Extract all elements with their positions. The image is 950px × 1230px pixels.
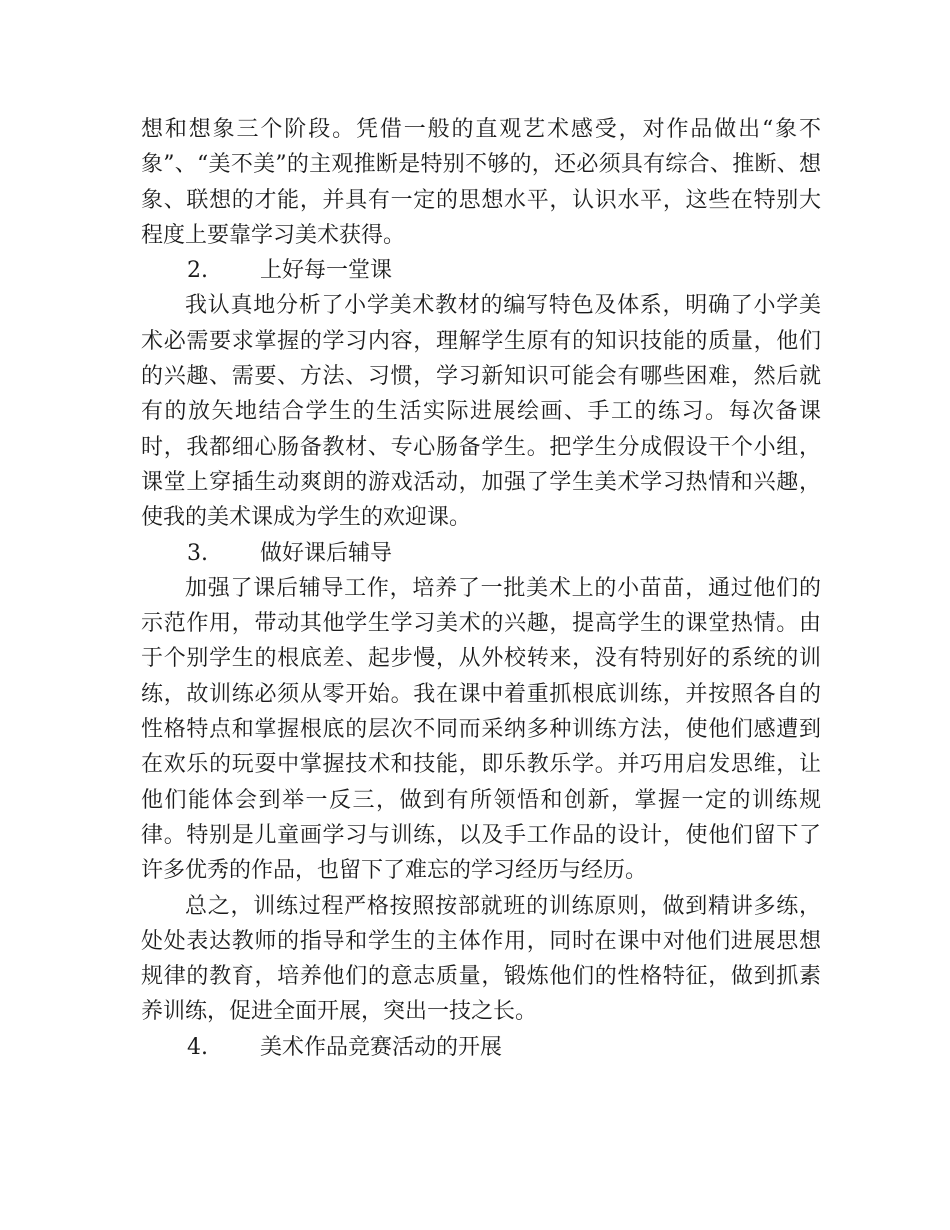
paragraph-after-class-tutoring: 加强了课后辅导工作，培养了一批美术上的小苗苗，通过他们的示范作用，带动其他学生学习美术的兴趣，提高学生的课堂热情。由于个别学生的根底差、起步慢，从外校转来，没有特别好的系统的训练，故训练必须从零开始。我在课中着重抓根底训练，并按照各自的性格特点和掌握根底的层次不同而采纳多种训练方法，使他们感遭到在欢乐的玩耍中掌握技术和技能，即乐教乐学。并巧用启发思维，让他们能体会到举一反三，做到有所领悟和创新，掌握一定的训练规律。特别是儿童画学习与训练，以及手工作品的设计，使他们留下了许多优秀的作品，也留下了难忘的学习经历与经历。 xyxy=(141,575,821,884)
section-number: 4. xyxy=(187,1034,208,1060)
paragraph-continuation: 想和想象三个阶段。凭借一般的直观艺术感受，对作品做出“象不象”、“美不美”的主观推断是特别不够的，还必须具有综合、推断、想象、联想的才能，并具有一定的思想水平，认识水平，这些在特别大程度上要靠学习美术获得。 xyxy=(141,117,821,248)
paragraph-summary: 总之，训练过程严格按照按部就班的训练原则，做到精讲多练，处处表达教师的指导和学生的主体作用，同时在课中对他们进展思想规律的教育，培养他们的意志质量，锻炼他们的性格特征，做到抓素养训练，促进全面开展，突出一技之长。 xyxy=(141,893,821,1025)
section-heading-4 xyxy=(141,1030,821,1065)
section-heading-2 xyxy=(141,253,821,288)
paragraph-lesson-preparation: 我认真地分析了小学美术教材的编写特色及体系，明确了小学美术必需要求掌握的学习内容，理解学生原有的知识技能的质量，他们的兴趣、需要、方法、习惯，学习新知识可能会有哪些困难，然后就有的放矢地结合学生的生活实际进展绘画、手工的练习。每次备课时，我都细心肠备教材、专心肠备学生。把学生分成假设干个小组，课堂上穿插生动爽朗的游戏活动，加强了学生美术学习热情和兴趣，使我的美术课成为学生的欢迎课。 xyxy=(141,293,821,531)
document-body xyxy=(141,112,821,1065)
section-heading-3 xyxy=(141,536,821,571)
section-title: 美术作品竞赛活动的开展 xyxy=(260,1034,503,1060)
section-title: 做好课后辅导 xyxy=(260,540,393,566)
section-title: 上好每一堂课 xyxy=(260,258,393,284)
section-number: 3. xyxy=(187,540,208,566)
section-number: 2. xyxy=(187,258,208,284)
